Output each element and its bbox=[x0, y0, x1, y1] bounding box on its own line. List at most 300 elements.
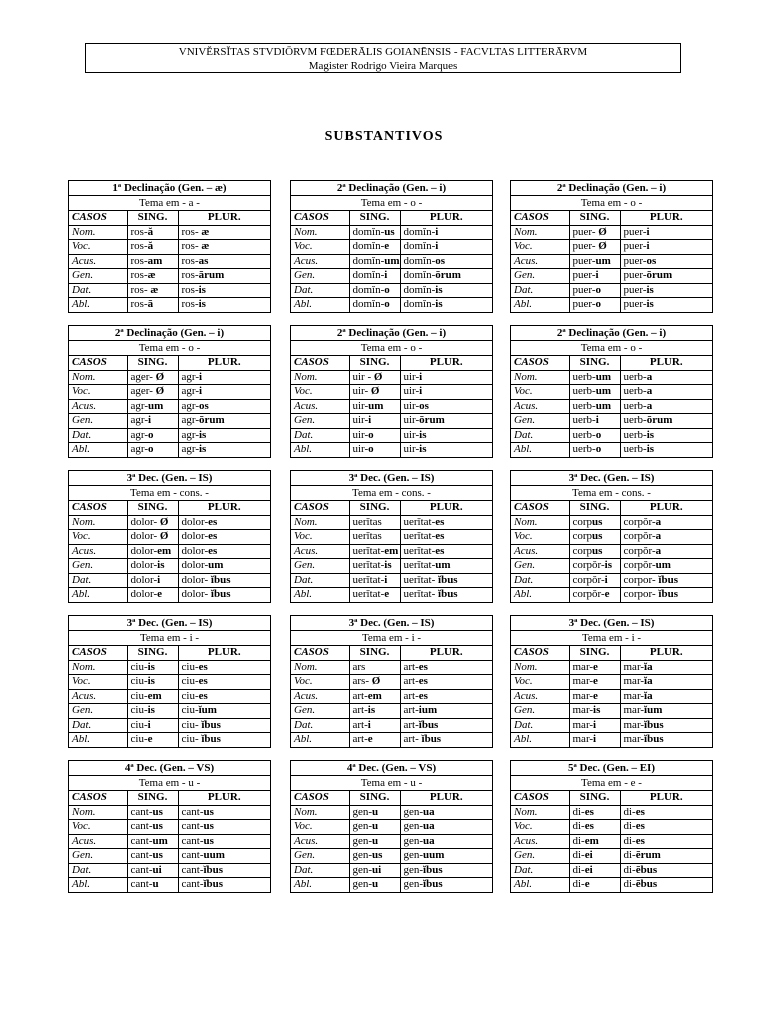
table-row bbox=[69, 820, 270, 835]
case-name: Dat. bbox=[291, 428, 349, 443]
singular-form: di-es bbox=[569, 820, 620, 835]
header-cases: CASOS bbox=[511, 791, 569, 805]
case-name: Gen. bbox=[291, 704, 349, 719]
table-row bbox=[291, 675, 492, 690]
case-name: Voc. bbox=[291, 820, 349, 835]
singular-form: cant-u bbox=[127, 878, 178, 892]
plural-form: uir-is bbox=[400, 428, 492, 443]
plural-form: mar-ĭa bbox=[620, 675, 712, 690]
plural-form: dolor- ĭbus bbox=[178, 573, 270, 588]
singular-form: di-em bbox=[569, 834, 620, 849]
singular-form: uerĭtas bbox=[349, 530, 400, 545]
singular-form: ros-ă bbox=[127, 225, 178, 240]
singular-form: domĭn-i bbox=[349, 269, 400, 284]
table-row bbox=[291, 805, 492, 820]
plural-form: corpŏr-um bbox=[620, 559, 712, 574]
singular-form: puer-i bbox=[569, 269, 620, 284]
table-row bbox=[511, 559, 712, 574]
case-name: Nom. bbox=[511, 515, 569, 530]
table-row bbox=[69, 254, 270, 269]
declension-theme: Tema em - o - bbox=[69, 341, 270, 356]
plural-form: puer-ōrum bbox=[620, 269, 712, 284]
singular-form: ager- Ø bbox=[127, 385, 178, 400]
declension-table bbox=[290, 180, 493, 313]
declension-table bbox=[290, 760, 493, 893]
header-plural: PLUR. bbox=[400, 791, 492, 805]
plural-form: agr-os bbox=[178, 399, 270, 414]
plural-form: gen-uum bbox=[400, 849, 492, 864]
table-row bbox=[511, 225, 712, 240]
plural-form: di-es bbox=[620, 805, 712, 820]
plural-form: puer-is bbox=[620, 298, 712, 312]
table-row bbox=[69, 298, 270, 312]
singular-form: agr-o bbox=[127, 428, 178, 443]
header-cases: CASOS bbox=[511, 211, 569, 225]
case-name: Dat. bbox=[511, 428, 569, 443]
declension-title: 4ª Dec. (Gen. – VS) bbox=[291, 761, 492, 776]
singular-form: art-i bbox=[349, 718, 400, 733]
case-table bbox=[291, 501, 492, 602]
table-row bbox=[69, 269, 270, 284]
singular-form: uerĭtat-is bbox=[349, 559, 400, 574]
case-table bbox=[291, 791, 492, 892]
singular-form: mar-e bbox=[569, 675, 620, 690]
plural-form: art-es bbox=[400, 675, 492, 690]
case-name: Nom. bbox=[291, 805, 349, 820]
header-singular: SING. bbox=[569, 501, 620, 515]
header-plural: PLUR. bbox=[178, 791, 270, 805]
table-row bbox=[69, 660, 270, 675]
plural-form: art-es bbox=[400, 689, 492, 704]
plural-form: domĭn-i bbox=[400, 240, 492, 255]
case-name: Gen. bbox=[291, 414, 349, 429]
plural-form: ros-as bbox=[178, 254, 270, 269]
case-name: Voc. bbox=[69, 675, 127, 690]
case-name: Abl. bbox=[511, 443, 569, 457]
case-name: Nom. bbox=[511, 660, 569, 675]
header-cases: CASOS bbox=[511, 356, 569, 370]
case-name: Nom. bbox=[69, 225, 127, 240]
declension-title: 2ª Declinação (Gen. – i) bbox=[511, 326, 712, 341]
case-name: Voc. bbox=[69, 530, 127, 545]
table-row bbox=[291, 718, 492, 733]
plural-form: corpŏr-a bbox=[620, 544, 712, 559]
table-row bbox=[511, 370, 712, 385]
plural-form: corpor- ĭbus bbox=[620, 573, 712, 588]
singular-form: uerb-um bbox=[569, 370, 620, 385]
plural-form: cant-uum bbox=[178, 849, 270, 864]
case-name: Gen. bbox=[291, 849, 349, 864]
singular-form: uerb-i bbox=[569, 414, 620, 429]
plural-form: ciu-ĭum bbox=[178, 704, 270, 719]
header-cases: CASOS bbox=[291, 646, 349, 660]
case-name: Gen. bbox=[511, 414, 569, 429]
case-table bbox=[69, 501, 270, 602]
table-row bbox=[69, 428, 270, 443]
declension-table bbox=[510, 760, 713, 893]
case-name: Gen. bbox=[511, 704, 569, 719]
case-name: Voc. bbox=[511, 820, 569, 835]
table-row bbox=[511, 878, 712, 892]
page-title: SUBSTANTIVOS bbox=[324, 129, 444, 144]
singular-form: cant-us bbox=[127, 805, 178, 820]
table-row bbox=[69, 849, 270, 864]
singular-form: ars- Ø bbox=[349, 675, 400, 690]
declension-table bbox=[290, 325, 493, 458]
singular-form: uerĭtat-em bbox=[349, 544, 400, 559]
header-singular: SING. bbox=[569, 646, 620, 660]
singular-form: gen-u bbox=[349, 878, 400, 892]
case-name: Dat. bbox=[291, 283, 349, 298]
plural-form: uerĭtat-es bbox=[400, 515, 492, 530]
singular-form: uerĭtat-e bbox=[349, 588, 400, 602]
header-plural: PLUR. bbox=[400, 501, 492, 515]
table-row bbox=[291, 660, 492, 675]
header-cases: CASOS bbox=[69, 501, 127, 515]
plural-form: dolor- ĭbus bbox=[178, 588, 270, 602]
case-name: Abl. bbox=[291, 878, 349, 892]
plural-form: ciu- ĭbus bbox=[178, 733, 270, 747]
singular-form: cant-um bbox=[127, 834, 178, 849]
case-name: Dat. bbox=[291, 718, 349, 733]
case-name: Acus. bbox=[291, 399, 349, 414]
plural-form: gen-ua bbox=[400, 820, 492, 835]
header-cases: CASOS bbox=[69, 211, 127, 225]
table-row bbox=[291, 428, 492, 443]
case-table bbox=[511, 646, 712, 747]
table-row bbox=[511, 834, 712, 849]
header-plural: PLUR. bbox=[178, 211, 270, 225]
declension-theme: Tema em - u - bbox=[69, 776, 270, 791]
case-table bbox=[291, 211, 492, 312]
case-name: Gen. bbox=[69, 704, 127, 719]
case-name: Voc. bbox=[511, 675, 569, 690]
plural-form: puer-i bbox=[620, 225, 712, 240]
declension-theme: Tema em - o - bbox=[291, 196, 492, 211]
plural-form: agr-i bbox=[178, 385, 270, 400]
case-name: Voc. bbox=[511, 385, 569, 400]
case-table bbox=[291, 646, 492, 747]
singular-form: ros-æ bbox=[127, 269, 178, 284]
declension-title: 3ª Dec. (Gen. – IS) bbox=[291, 471, 492, 486]
table-row bbox=[511, 428, 712, 443]
plural-form: agr-is bbox=[178, 428, 270, 443]
table-row bbox=[511, 718, 712, 733]
declension-table bbox=[510, 615, 713, 748]
table-row bbox=[291, 443, 492, 457]
case-name: Nom. bbox=[291, 225, 349, 240]
singular-form: uerb-o bbox=[569, 443, 620, 457]
table-row bbox=[69, 544, 270, 559]
table-row bbox=[291, 298, 492, 312]
singular-form: ciu-e bbox=[127, 733, 178, 747]
header-plural: PLUR. bbox=[620, 501, 712, 515]
case-name: Abl. bbox=[69, 733, 127, 747]
case-name: Abl. bbox=[69, 298, 127, 312]
case-name: Voc. bbox=[511, 530, 569, 545]
plural-form: agr-is bbox=[178, 443, 270, 457]
plural-form: di-ērum bbox=[620, 849, 712, 864]
declension-theme: Tema em - i - bbox=[511, 631, 712, 646]
plural-form: corpŏr-a bbox=[620, 530, 712, 545]
singular-form: di-es bbox=[569, 805, 620, 820]
plural-form: cant-ĭbus bbox=[178, 878, 270, 892]
declension-theme: Tema em - cons. - bbox=[69, 486, 270, 501]
case-name: Acus. bbox=[511, 544, 569, 559]
case-name: Gen. bbox=[291, 269, 349, 284]
table-row bbox=[511, 704, 712, 719]
case-name: Abl. bbox=[511, 733, 569, 747]
case-name: Nom. bbox=[511, 805, 569, 820]
declension-title: 3ª Dec. (Gen. – IS) bbox=[291, 616, 492, 631]
plural-form: domĭn-os bbox=[400, 254, 492, 269]
table-row bbox=[291, 544, 492, 559]
table-row bbox=[291, 399, 492, 414]
case-name: Acus. bbox=[291, 689, 349, 704]
case-name: Abl. bbox=[69, 588, 127, 602]
header-plural: PLUR. bbox=[178, 356, 270, 370]
singular-form: ager- Ø bbox=[127, 370, 178, 385]
table-row bbox=[511, 733, 712, 747]
case-name: Nom. bbox=[69, 805, 127, 820]
singular-form: mar-i bbox=[569, 733, 620, 747]
singular-form: corpus bbox=[569, 515, 620, 530]
plural-form: puer-is bbox=[620, 283, 712, 298]
singular-form: puer- Ø bbox=[569, 240, 620, 255]
case-name: Acus. bbox=[69, 254, 127, 269]
header-singular: SING. bbox=[569, 356, 620, 370]
header-singular: SING. bbox=[127, 356, 178, 370]
singular-form: puer- Ø bbox=[569, 225, 620, 240]
case-name: Nom. bbox=[511, 370, 569, 385]
table-row bbox=[511, 399, 712, 414]
singular-form: dolor-em bbox=[127, 544, 178, 559]
singular-form: corpus bbox=[569, 530, 620, 545]
declension-table bbox=[510, 470, 713, 603]
singular-form: uir - Ø bbox=[349, 370, 400, 385]
case-name: Dat. bbox=[69, 428, 127, 443]
singular-form: di-e bbox=[569, 878, 620, 892]
case-table bbox=[69, 356, 270, 457]
case-name: Nom. bbox=[291, 370, 349, 385]
case-name: Gen. bbox=[511, 269, 569, 284]
table-row bbox=[69, 573, 270, 588]
declension-table bbox=[68, 470, 271, 603]
singular-form: ros-ā bbox=[127, 298, 178, 312]
case-name: Acus. bbox=[511, 254, 569, 269]
plural-form: mar-ĭa bbox=[620, 660, 712, 675]
declension-title: 3ª Dec. (Gen. – IS) bbox=[69, 471, 270, 486]
table-row bbox=[69, 834, 270, 849]
singular-form: mar-e bbox=[569, 660, 620, 675]
singular-form: cant-us bbox=[127, 820, 178, 835]
plural-form: uir-os bbox=[400, 399, 492, 414]
declension-title: 5ª Dec. (Gen. – EI) bbox=[511, 761, 712, 776]
header-singular: SING. bbox=[349, 791, 400, 805]
case-name: Voc. bbox=[69, 385, 127, 400]
case-table bbox=[69, 211, 270, 312]
header-plural: PLUR. bbox=[400, 211, 492, 225]
header-plural: PLUR. bbox=[178, 501, 270, 515]
case-name: Voc. bbox=[511, 240, 569, 255]
declension-title: 3ª Dec. (Gen. – IS) bbox=[511, 616, 712, 631]
table-row bbox=[69, 240, 270, 255]
table-row bbox=[69, 675, 270, 690]
table-row bbox=[291, 254, 492, 269]
singular-form: cant-us bbox=[127, 849, 178, 864]
singular-form: uir- Ø bbox=[349, 385, 400, 400]
declension-title: 3ª Dec. (Gen. – IS) bbox=[69, 616, 270, 631]
case-name: Dat. bbox=[291, 863, 349, 878]
case-name: Gen. bbox=[69, 414, 127, 429]
singular-form: uerb-um bbox=[569, 385, 620, 400]
plural-form: agr-ōrum bbox=[178, 414, 270, 429]
table-row bbox=[69, 414, 270, 429]
table-row bbox=[511, 675, 712, 690]
declension-table bbox=[68, 615, 271, 748]
case-name: Voc. bbox=[69, 240, 127, 255]
plural-form: uerĭtat-es bbox=[400, 544, 492, 559]
singular-form: dolor- Ø bbox=[127, 530, 178, 545]
table-row bbox=[69, 689, 270, 704]
plural-form: ciu-es bbox=[178, 689, 270, 704]
declension-theme: Tema em - i - bbox=[291, 631, 492, 646]
table-row bbox=[291, 269, 492, 284]
case-name: Nom. bbox=[291, 660, 349, 675]
case-table bbox=[511, 356, 712, 457]
case-name: Abl. bbox=[511, 298, 569, 312]
declension-title: 3ª Dec. (Gen. – IS) bbox=[511, 471, 712, 486]
declension-title: 2ª Declinação (Gen. – i) bbox=[291, 326, 492, 341]
case-name: Acus. bbox=[511, 834, 569, 849]
case-name: Dat. bbox=[511, 863, 569, 878]
header-cases: CASOS bbox=[69, 646, 127, 660]
singular-form: dolor-is bbox=[127, 559, 178, 574]
table-row bbox=[511, 240, 712, 255]
singular-form: uerĭtas bbox=[349, 515, 400, 530]
plural-form: ros-is bbox=[178, 283, 270, 298]
header-box bbox=[85, 43, 681, 73]
singular-form: agr-um bbox=[127, 399, 178, 414]
header-cases: CASOS bbox=[291, 356, 349, 370]
table-row bbox=[511, 544, 712, 559]
table-row bbox=[511, 414, 712, 429]
plural-form: domĭn-i bbox=[400, 225, 492, 240]
plural-form: puer-i bbox=[620, 240, 712, 255]
header-singular: SING. bbox=[569, 791, 620, 805]
singular-form: gen-u bbox=[349, 805, 400, 820]
case-name: Gen. bbox=[69, 269, 127, 284]
header-singular: SING. bbox=[349, 501, 400, 515]
declension-table bbox=[68, 180, 271, 313]
table-row bbox=[291, 414, 492, 429]
header-singular: SING. bbox=[127, 646, 178, 660]
case-table bbox=[511, 501, 712, 602]
table-row bbox=[511, 254, 712, 269]
case-name: Abl. bbox=[291, 733, 349, 747]
header-institution: VNIVĔRSĬTAS STVDIŌRVM FŒDERĀLIS GOIANĒNSIS - FACVLTAS LITTERĀRVM bbox=[178, 46, 588, 58]
declension-table bbox=[68, 325, 271, 458]
table-row bbox=[511, 820, 712, 835]
singular-form: dolor- Ø bbox=[127, 515, 178, 530]
header-plural: PLUR. bbox=[400, 356, 492, 370]
singular-form: art-e bbox=[349, 733, 400, 747]
plural-form: uerb-ōrum bbox=[620, 414, 712, 429]
plural-form: art-ĭbus bbox=[400, 718, 492, 733]
plural-form: ciu-es bbox=[178, 660, 270, 675]
declension-title: 1ª Declinação (Gen. – æ) bbox=[69, 181, 270, 196]
table-row bbox=[291, 385, 492, 400]
singular-form: ros-ă bbox=[127, 240, 178, 255]
declension-title: 4ª Dec. (Gen. – VS) bbox=[69, 761, 270, 776]
case-name: Gen. bbox=[511, 559, 569, 574]
case-name: Gen. bbox=[69, 559, 127, 574]
case-table bbox=[511, 211, 712, 312]
plural-form: cant-us bbox=[178, 834, 270, 849]
plural-form: art-ium bbox=[400, 704, 492, 719]
singular-form: domĭn-o bbox=[349, 298, 400, 312]
singular-form: corpŏr-e bbox=[569, 588, 620, 602]
singular-form: mar-i bbox=[569, 718, 620, 733]
table-row bbox=[291, 733, 492, 747]
table-row bbox=[69, 370, 270, 385]
table-row bbox=[291, 588, 492, 602]
singular-form: corpus bbox=[569, 544, 620, 559]
declension-theme: Tema em - e - bbox=[511, 776, 712, 791]
case-name: Dat. bbox=[69, 718, 127, 733]
declension-title: 2ª Declinação (Gen. – i) bbox=[69, 326, 270, 341]
declension-title: 2ª Declinação (Gen. – i) bbox=[511, 181, 712, 196]
plural-form: uir-ōrum bbox=[400, 414, 492, 429]
case-name: Abl. bbox=[291, 443, 349, 457]
plural-form: puer-os bbox=[620, 254, 712, 269]
header-singular: SING. bbox=[569, 211, 620, 225]
singular-form: art-em bbox=[349, 689, 400, 704]
table-row bbox=[69, 863, 270, 878]
case-name: Dat. bbox=[69, 573, 127, 588]
case-name: Nom. bbox=[69, 515, 127, 530]
case-name: Abl. bbox=[69, 443, 127, 457]
header-singular: SING. bbox=[127, 791, 178, 805]
case-name: Nom. bbox=[291, 515, 349, 530]
table-row bbox=[511, 385, 712, 400]
plural-form: ros-is bbox=[178, 298, 270, 312]
case-name: Gen. bbox=[291, 559, 349, 574]
singular-form: art-is bbox=[349, 704, 400, 719]
plural-form: gen-ĭbus bbox=[400, 878, 492, 892]
plural-form: dolor-es bbox=[178, 544, 270, 559]
plural-form: di-ēbus bbox=[620, 863, 712, 878]
plural-form: ros- æ bbox=[178, 240, 270, 255]
table-row bbox=[511, 805, 712, 820]
table-row bbox=[69, 225, 270, 240]
table-row bbox=[69, 530, 270, 545]
singular-form: ciu-is bbox=[127, 704, 178, 719]
table-row bbox=[291, 573, 492, 588]
plural-form: mar-ĭbus bbox=[620, 733, 712, 747]
header-cases: CASOS bbox=[69, 356, 127, 370]
table-row bbox=[291, 515, 492, 530]
header-plural: PLUR. bbox=[178, 646, 270, 660]
declension-table bbox=[290, 615, 493, 748]
plural-form: di-es bbox=[620, 820, 712, 835]
singular-form: mar-e bbox=[569, 689, 620, 704]
singular-form: cant-ui bbox=[127, 863, 178, 878]
plural-form: gen-ua bbox=[400, 834, 492, 849]
table-row bbox=[291, 370, 492, 385]
header-plural: PLUR. bbox=[620, 211, 712, 225]
table-row bbox=[511, 573, 712, 588]
